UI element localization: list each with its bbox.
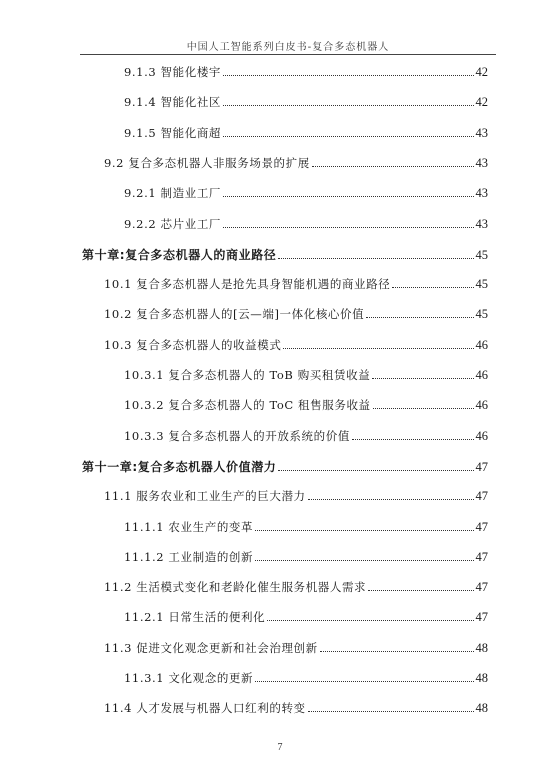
toc-entry-title: 10.3 复合多态机器人的收益模式 — [104, 337, 282, 352]
toc-entry-page: 46 — [475, 337, 488, 352]
toc-entry-title: 11.4 人才发展与机器人口红利的转变 — [104, 701, 306, 716]
toc-entry-page: 43 — [475, 216, 488, 231]
toc-entry-title: 11.2.1 日常生活的便利化 — [124, 610, 266, 625]
toc-section-entry[interactable] — [104, 579, 488, 595]
toc-entry-title: 10.3.2 复合多态机器人的 ToC 租售服务收益 — [124, 398, 371, 413]
toc-entry-page: 47 — [475, 549, 488, 564]
toc-entry-page: 48 — [475, 671, 488, 685]
toc-subsection-entry[interactable] — [124, 397, 488, 413]
running-header: 中国人工智能系列白皮书-复合多态机器人 — [186, 42, 390, 53]
page-number: 7 — [277, 742, 283, 753]
toc-subsection-entry[interactable] — [124, 670, 488, 686]
toc-entry-page: 47 — [475, 489, 488, 504]
toc-subsection-entry[interactable] — [124, 64, 488, 80]
toc-dot-leader — [278, 258, 473, 259]
toc-entry-title: 9.1.3 智能化楼宇 — [124, 65, 222, 79]
toc-entry-page: 46 — [475, 368, 488, 382]
toc-dot-leader — [223, 196, 473, 197]
toc-entry-page: 42 — [475, 65, 488, 79]
toc-subsection-entry[interactable] — [124, 519, 488, 535]
toc-subsection-entry[interactable] — [124, 367, 488, 383]
toc-entry-title: 11.2 生活模式变化和老龄化催生服务机器人需求 — [104, 580, 367, 595]
header-rule — [80, 54, 496, 55]
toc-entry-title: 10.3.3 复合多态机器人的开放系统的价值 — [124, 428, 350, 443]
toc-entry-page: 42 — [475, 95, 488, 110]
toc-entry-page: 47 — [475, 580, 488, 595]
toc-dot-leader — [255, 530, 473, 531]
toc-dot-leader — [366, 317, 473, 318]
toc-entry-title: 10.2 复合多态机器人的[云—端]一体化核心价值 — [104, 307, 365, 322]
toc-subsection-entry[interactable] — [124, 125, 488, 141]
toc-dot-leader — [312, 166, 474, 167]
toc-dot-leader — [308, 499, 474, 500]
toc-entry-title: 9.2.2 芯片业工厂 — [124, 216, 222, 231]
toc-dot-leader — [223, 75, 473, 76]
toc-dot-leader — [368, 590, 473, 591]
toc-dot-leader — [352, 439, 474, 440]
toc-entry-title: 11.1.2 工业制造的创新 — [124, 549, 254, 564]
toc-entry-title: 11.3.1 文化观念的更新 — [124, 671, 254, 685]
toc-entry-page: 45 — [475, 277, 488, 292]
toc-dot-leader — [278, 470, 473, 471]
toc-chapter-entry[interactable] — [82, 458, 488, 475]
toc-entry-page: 46 — [475, 428, 488, 443]
toc-dot-leader — [255, 560, 473, 561]
toc-section-entry[interactable] — [104, 155, 488, 171]
toc-entry-title: 9.2.1 制造业工厂 — [124, 186, 222, 201]
toc-section-entry[interactable] — [104, 700, 488, 716]
toc-dot-leader — [223, 136, 473, 137]
toc-subsection-entry[interactable] — [124, 185, 488, 201]
toc-entry-page: 47 — [475, 459, 488, 474]
toc-subsection-entry[interactable] — [124, 216, 488, 232]
toc-chapter-entry[interactable] — [82, 246, 488, 263]
toc-entry-page: 45 — [475, 247, 488, 262]
toc-dot-leader — [372, 378, 473, 379]
toc-section-entry[interactable] — [104, 337, 488, 353]
toc-entry-page: 46 — [475, 398, 488, 413]
toc-dot-leader — [373, 408, 474, 409]
toc-section-entry[interactable] — [104, 640, 488, 656]
toc-dot-leader — [283, 348, 473, 349]
toc-dot-leader — [223, 227, 473, 228]
toc-entry-title: 9.2 复合多态机器人非服务场景的扩展 — [104, 155, 310, 170]
toc-entry-title: 11.1.1 农业生产的变革 — [124, 519, 254, 534]
toc-entry-title: 9.1.5 智能化商超 — [124, 125, 222, 140]
toc-entry-title: 10.1 复合多态机器人是抢先具身智能机遇的商业路径 — [104, 277, 391, 292]
toc-entry-title: 11.3 促进文化观念更新和社会治理创新 — [104, 640, 318, 655]
toc-entry-page: 43 — [475, 155, 488, 170]
toc-subsection-entry[interactable] — [124, 549, 488, 565]
toc-dot-leader — [255, 681, 473, 682]
toc-dot-leader — [320, 651, 474, 652]
toc-subsection-entry[interactable] — [124, 94, 488, 110]
toc-entry-page: 47 — [475, 519, 488, 534]
toc-section-entry[interactable] — [104, 488, 488, 504]
toc-subsection-entry[interactable] — [124, 428, 488, 444]
toc-entry-title: 10.3.1 复合多态机器人的 ToB 购买租赁收益 — [124, 368, 371, 382]
toc-entry-page: 47 — [475, 610, 488, 625]
toc-entry-title: 第十一章:复合多态机器人价值潜力 — [82, 459, 277, 474]
toc-dot-leader — [392, 287, 473, 288]
toc-entry-title: 11.1 服务农业和工业生产的巨大潜力 — [104, 489, 306, 504]
toc-entry-title: 9.1.4 智能化社区 — [124, 95, 222, 110]
toc-entry-page: 45 — [475, 307, 488, 322]
toc-entry-page: 48 — [475, 701, 488, 716]
toc-dot-leader — [223, 105, 473, 106]
toc-dot-leader — [308, 711, 474, 712]
toc-entry-page: 43 — [475, 186, 488, 201]
toc-entry-title: 第十章:复合多态机器人的商业路径 — [82, 247, 277, 262]
toc-entry-page: 43 — [475, 125, 488, 140]
toc-section-entry[interactable] — [104, 306, 488, 322]
toc-dot-leader — [267, 620, 473, 621]
toc-section-entry[interactable] — [104, 276, 488, 292]
toc-subsection-entry[interactable] — [124, 609, 488, 625]
toc-entry-page: 48 — [475, 640, 488, 655]
